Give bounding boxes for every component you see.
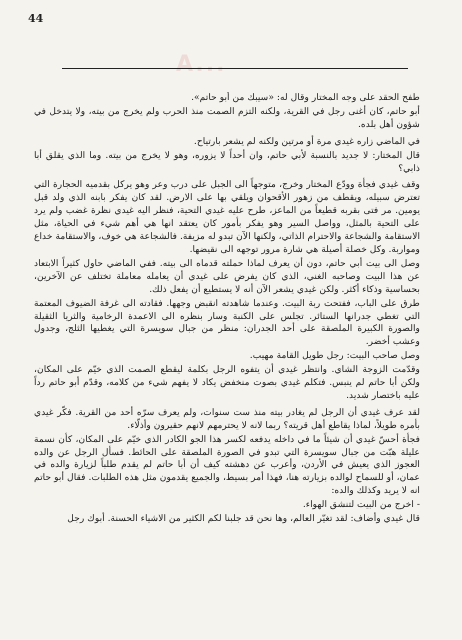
body-text (34, 92, 420, 632)
page-number: 44 (28, 12, 44, 25)
paragraph: أبو حاتم، كان أغنى رجل في القرية، ولكنه التزم الصمت منذ الحرب ولم يخرج من بيته، ولا يتدخل في شؤون أهل بلده. (34, 105, 420, 130)
paragraph: فجأة أحسّ غيدي أن شيئاً ما في داخله يدفعه لكسر هذا الجو الكادر الذي خيّم على المكان، كأن نسمة عليلة هبّت من جبال سويسرة التي تبدو في الصورة الملصقة على الحائط. فسأل الرجل عن والده العجوز الذي يعيش في الأردن، وأعرب عن دهشته كيف أن أبا حاتم لم يقدم طلباً لزيارة والده في عمان، أو للسماح لوالده بزيارته هنا، فهذا أمر بسيط، والجميع يقدمون مثل هذه الطلبات. فقال أبو حاتم انه لا يريد وكذلك والده: (34, 433, 420, 497)
paragraph: في الماضي زاره غيدي مرة أو مرتين ولكنه لم يشعر بارتياح. (193, 135, 420, 147)
paragraph: طرق على الباب، ففتحت ربة البيت. وعندما شاهدته انقبض وجهها. فقادته الى غرفة الضيوف المعتمة التي تغطي جدرانها الستائر. تجلس على الكنبة وسار بنظره الى الاعمدة الرخامية والثريا الثقيلة والصورة الكبيرة الملصقة على أحد الجدران: منظر من جبال سويسرة التي يغطيها الثلج، وجدول وعشب أخضر. (34, 297, 420, 348)
paragraph: وصل صاحب البيت: رجل طويل القامة مهيب. (249, 350, 420, 362)
paragraph: قال المختار: لا جديد بالنسبة لأبي حاتم، وان أحداً لا يزوره، وهو لا يخرج من بيته. وما الذي يقلق أبا ذابي؟ (34, 149, 420, 174)
header-rule (62, 68, 408, 69)
paragraph: طفح الحقد على وجه المختار وقال له: «سيبك من أبو حاتم». (191, 92, 420, 103)
paragraph: وقف غيدي فجأة وودّع المختار وخرج، متوجهاً الى الجبل على درب وعر وهو يركل بقدميه الحجارة التي تعترض سبيله، ويقطف من زهور الأقحوان ويلقي بها على الارض. لقد كان يفكر بابنه الذي ولد قبل يومين. مر فتى بقربه قطيعاً من الماعز، طرح عليه غيدي التحية، فنظر اليه غيدي نظرة غضب ولم يرد على التحية بالمثل، وواصل السير وهو يفكر بأمور كان يعتقد انها هي أهم شيء في الحياة، مثل الاستقامة والشجاعة والاحترام الذاتي، ولكنها الآن تبدو له مزيفة. فالشجاعة هي خوف، والاستقامة خداع ومواربة. وكل خصلة أصيلة هي شارة مرور توجهه الى نقيضها. (34, 179, 420, 255)
watermark: A... (176, 52, 227, 77)
paragraph: قال غيدي وأضاف: لقد تغيّر العالم، وها نحن قد جلبنا لكم الكثير من الاشياء الحسنة. أبوك رجل (67, 513, 420, 525)
paragraph: وقدّمت الزوجة الشاي. وانتظر غيدي أن يتفوه الرجل بكلمة ليقطع الصمت الذي خيّم على المكان، ولكن أبا حاتم لم ينبس. فتكلم غيدي بصوت منخفض يكاد لا يفهم شيء من كلامه، وقدّم أبو حاتم رداً عليه باختصار شديد. (34, 364, 420, 401)
paragraph: - اخرج من البيت لتنشق الهواء. (302, 499, 420, 511)
paragraph: لقد عرف غيدي أن الرجل لم يغادر بيته منذ ست سنوات، ولم يعرف سرّه أحد من القرية. فكّر غيدي بأمره طويلاً، لماذا يقاطع أهل قريته؟ ربما لانه لا يحترمهم لانهم حقيرون وأذلّاء. (34, 406, 420, 431)
paragraph: وصل الى بيت أبي حاتم، دون أن يعرف لماذا حملته قدماه الى بيته. ففي الماضي حاول كثيراً الابتعاد عن هذا البيت وصاحبه الغني، الذي كان يفرض على غيدي أن يعامله معاملة تختلف عن الآخرين، بحساسية وذكاء أكثر. ولكن غيدي يشعر الآن أنه لا يستطيع أن يفعل ذلك. (34, 257, 420, 295)
